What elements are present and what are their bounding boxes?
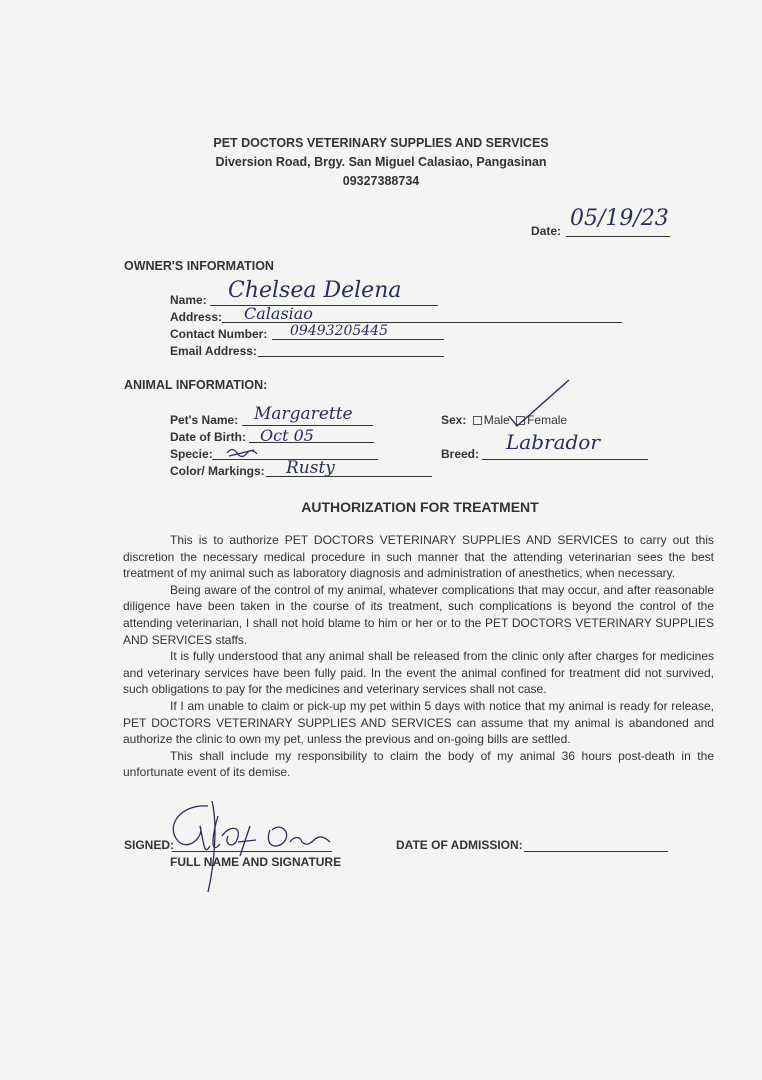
authorization-paragraph-3: It is fully understood that any animal shall be released from the clinic only after charges for medicines and veterinary services have been fully paid. In the event the animal confined for treatment did not survived, such obligations to pay for the medicines and veterinary services shall not case. xyxy=(123,649,714,697)
sex-male-label: Male xyxy=(483,413,510,427)
owner-address-value: Calasiao xyxy=(244,304,313,323)
date-admission-label: DATE OF ADMISSION: xyxy=(396,838,523,852)
specie-label: Specie: xyxy=(170,447,213,461)
owner-contact-label: Contact Number: xyxy=(170,327,268,341)
owner-section-title: OWNER'S INFORMATION xyxy=(124,259,274,273)
owner-contact-value: 09493205445 xyxy=(290,323,388,339)
specie-scribble xyxy=(224,444,264,460)
date-value: 05/19/23 xyxy=(570,206,669,231)
female-check-mark xyxy=(505,378,575,430)
owner-name-value: Chelsea Delena xyxy=(228,278,402,303)
full-name-signature-label: FULL NAME AND SIGNATURE xyxy=(170,855,342,869)
handwritten-signature xyxy=(160,796,340,896)
authorization-paragraph-2: Being aware of the control of my animal, whatever complications that may occur, and after reasonable diligence have been taken in the course of its treatment, such complications is beyond the control of the attending veterinarian, I shall not hold blame to him or her or to the PET DOCTORS VETERINARY SUPPLIES AND SERVICES staffs. xyxy=(123,582,714,647)
owner-name-label: Name: xyxy=(170,293,207,307)
sex-male-checkbox[interactable] xyxy=(473,416,482,425)
sex-label: Sex: xyxy=(441,413,467,427)
dob-label: Date of Birth: xyxy=(170,430,246,444)
dob-value: Oct 05 xyxy=(260,426,314,445)
authorization-paragraph-1: This is to authorize PET DOCTORS VETERINARY SUPPLIES AND SERVICES to carry out this discretion the necessary medical procedure in such manner that the attending veterinarian sees the best treatment of my animal such as laboratory diagnosis and administration of anesthetics, when necessary. xyxy=(123,533,714,581)
color-label: Color/ Markings: xyxy=(170,464,265,478)
clinic-address: Diversion Road, Brgy. San Miguel Calasiao, Pangasinan xyxy=(215,155,547,169)
breed-value: Labrador xyxy=(506,430,600,454)
date-line xyxy=(566,236,670,237)
date-admission-line xyxy=(524,851,668,852)
owner-email-label: Email Address: xyxy=(170,344,257,358)
sex-female-label: Female xyxy=(527,413,568,427)
color-value: Rusty xyxy=(286,458,335,478)
pets-name-label: Pet's Name: xyxy=(170,413,239,427)
date-label: Date: xyxy=(531,224,562,238)
signed-label: SIGNED: xyxy=(124,838,175,852)
owner-email-line xyxy=(258,356,444,357)
pets-name-value: Margarette xyxy=(254,404,353,424)
breed-line xyxy=(482,459,648,460)
authorization-title: AUTHORIZATION FOR TREATMENT xyxy=(301,499,539,515)
animal-section-title: ANIMAL INFORMATION: xyxy=(124,378,268,392)
clinic-name: PET DOCTORS VETERINARY SUPPLIES AND SERVICES xyxy=(213,136,549,150)
authorization-body xyxy=(123,532,714,781)
owner-contact-line xyxy=(272,339,444,340)
owner-address-label: Address: xyxy=(170,310,223,324)
authorization-paragraph-5: This shall include my responsibility to claim the body of my animal 36 hours post-death in the unfortunate event of its demise. xyxy=(123,748,714,780)
breed-label: Breed: xyxy=(441,447,480,461)
clinic-phone: 09327388734 xyxy=(342,174,420,188)
authorization-paragraph-4: If I am unable to claim or pick-up my pet within 5 days with notice that my animal is ready for release, PET DOCTORS VETERINARY SUPPLIES AND SERVICES can assume that my animal is abandoned and authorize the clinic to own my pet, unless the previous and on-going bills are settled. xyxy=(123,698,714,747)
